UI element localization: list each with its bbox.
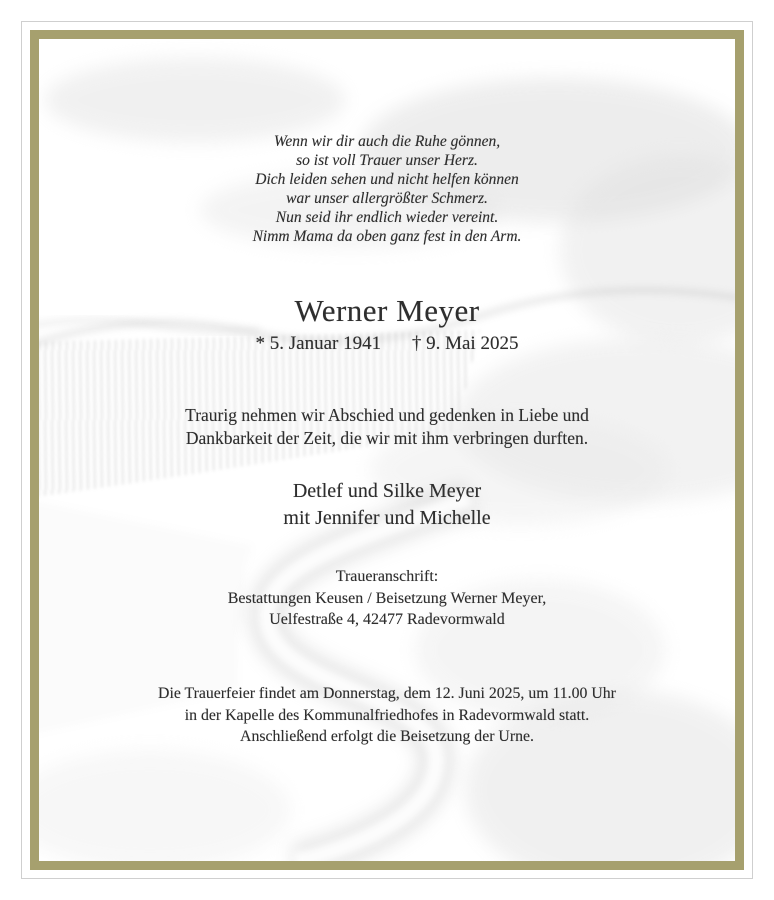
poem-line: war unser allergrößter Schmerz. <box>286 190 488 207</box>
life-dates <box>0 333 774 355</box>
mourning-family <box>0 478 774 532</box>
deceased-name: Werner Meyer <box>294 293 480 328</box>
service-info-line: in der Kapelle des Kommunalfriedhofes in Radevormwald statt. <box>184 706 590 724</box>
service-info-line: Die Trauerfeier findet am Donnerstag, dem 12. Juni 2025, um 11.00 Uhr <box>158 685 616 702</box>
farewell-text <box>0 404 774 450</box>
poem-line: Dich leiden sehen und nicht helfen können <box>255 171 519 188</box>
poem-line: Nun seid ihr endlich wieder vereint. <box>275 209 499 226</box>
condolence-address <box>0 566 774 631</box>
poem-line: Wenn wir dir auch die Ruhe gönnen, <box>273 133 501 150</box>
family-line: Detlef und Silke Meyer <box>292 480 482 502</box>
condolence-address-heading: Traueranschrift: <box>335 568 439 585</box>
condolence-address-line: Bestattungen Keusen / Beisetzung Werner Meyer, <box>227 589 547 607</box>
farewell-line: Traurig nehmen wir Abschied und gedenken in Liebe und <box>185 405 589 425</box>
poem-line: Nimm Mama da oben ganz fest in den Arm. <box>252 228 522 245</box>
condolence-address-line: Uelfestraße 4, 42477 Radevormwald <box>269 611 505 628</box>
farewell-line: Dankbarkeit der Zeit, die wir mit ihm verbringen durften. <box>185 428 589 448</box>
service-info-line: Anschließend erfolgt die Beisetzung der Urne. <box>240 728 534 745</box>
memorial-poem <box>0 132 774 246</box>
birth-date: * 5. Januar 1941 <box>255 333 382 354</box>
family-line: mit Jennifer und Michelle <box>283 507 491 529</box>
poem-line: so ist voll Trauer unser Herz. <box>296 152 478 169</box>
death-date: † 9. Mai 2025 <box>411 333 519 354</box>
funeral-service-info <box>0 683 774 748</box>
